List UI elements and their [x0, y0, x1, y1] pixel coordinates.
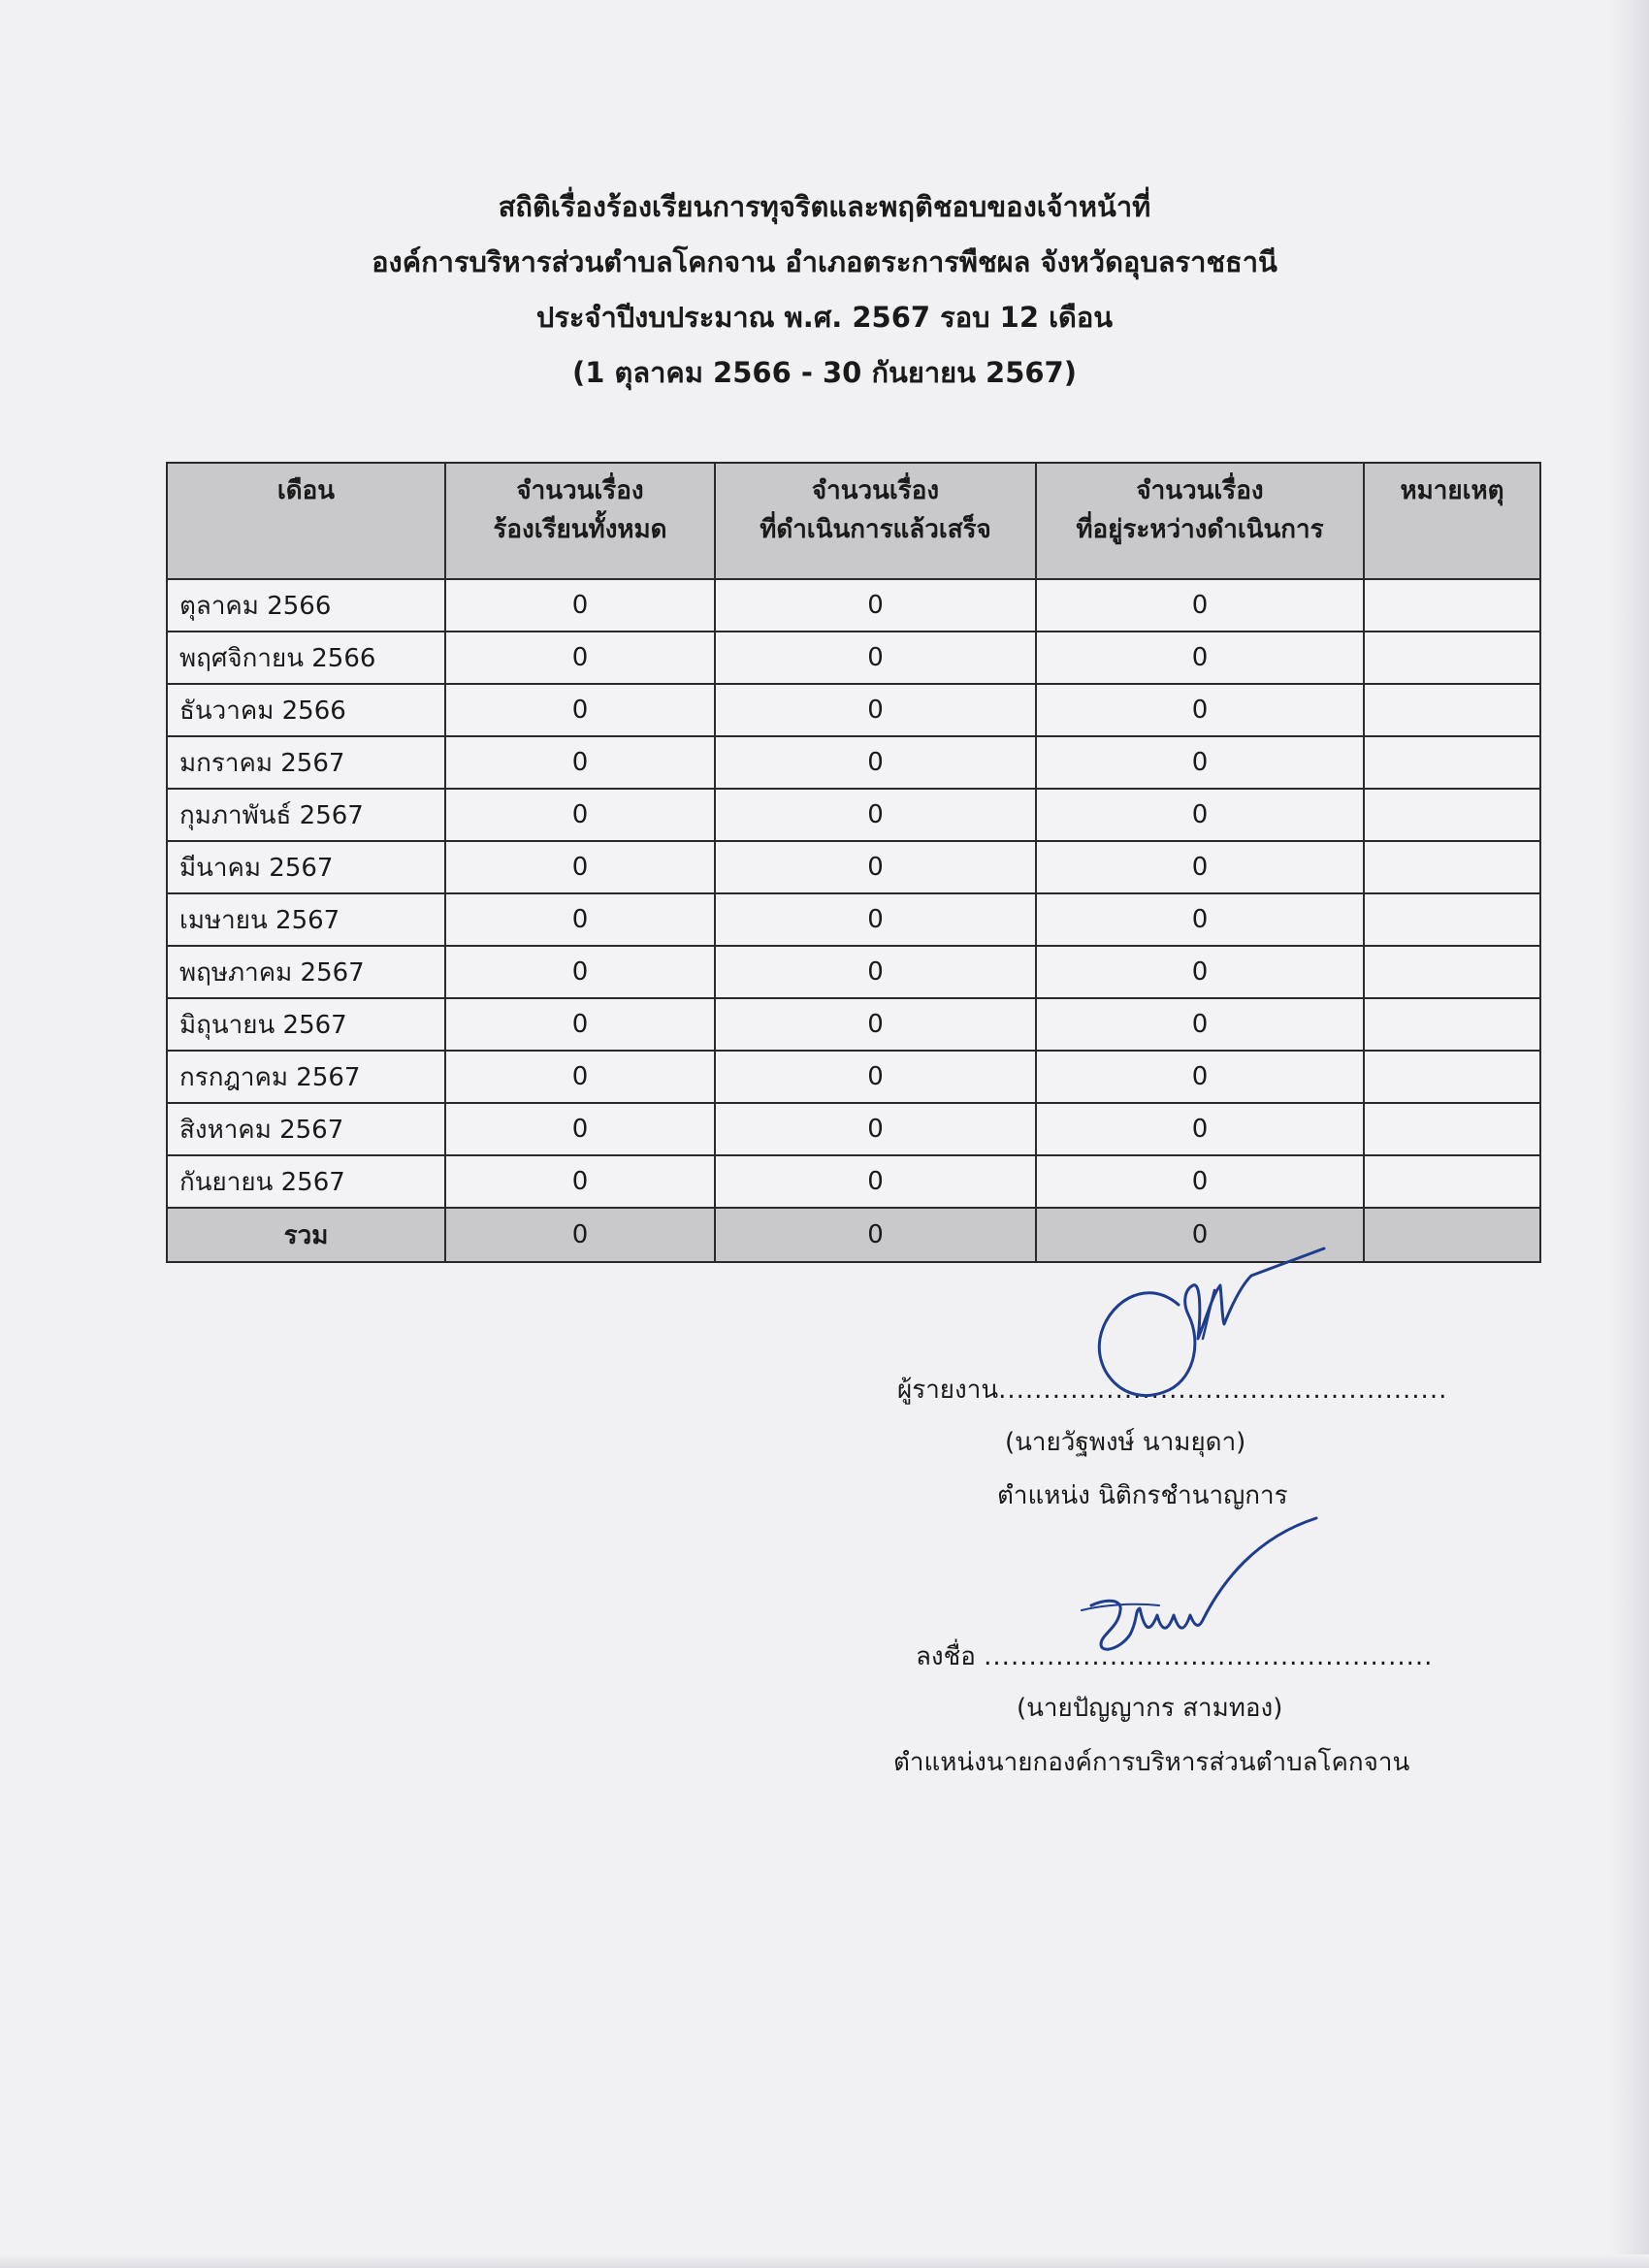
total-complaints-cell: 0 — [445, 789, 715, 841]
completed-cell: 0 — [715, 1103, 1036, 1155]
title-line-3: ประจำปีงบประมาณ พ.ศ. 2567 รอบ 12 เดือน — [535, 301, 1114, 334]
month-cell: กรกฎาคม 2567 — [167, 1051, 445, 1103]
total-complaints-cell: 0 — [445, 841, 715, 893]
total-complaints-cell: 0 — [445, 684, 715, 736]
document-title — [0, 179, 1649, 401]
signer-label: ลงชื่อ — [916, 1642, 976, 1671]
title-line-4: (1 ตุลาคม 2566 - 30 กันยายน 2567) — [572, 356, 1077, 389]
in-progress-cell: 0 — [1036, 789, 1364, 841]
total-complaints-cell: 0 — [445, 736, 715, 789]
completed-cell: 0 — [715, 1051, 1036, 1103]
table-row — [167, 1103, 1540, 1155]
in-progress-cell: 0 — [1036, 998, 1364, 1051]
header-completed-line1: จำนวนเรื่อง — [811, 476, 940, 505]
in-progress-cell: 0 — [1036, 1155, 1364, 1208]
in-progress-cell: 0 — [1036, 893, 1364, 946]
total-complaints-cell: 0 — [445, 1155, 715, 1208]
completed-cell: 0 — [715, 893, 1036, 946]
total-complaints-cell: 0 — [445, 579, 715, 632]
in-progress-cell: 0 — [1036, 632, 1364, 684]
header-remarks — [1364, 463, 1540, 579]
reporter-dots: .................................................. — [998, 1376, 1448, 1405]
completed-cell: 0 — [715, 736, 1036, 789]
reporter-label: ผู้รายงาน — [897, 1376, 999, 1405]
in-progress-cell: 0 — [1036, 736, 1364, 789]
table-body — [167, 579, 1540, 1208]
total-in-progress-sum: 0 — [1036, 1208, 1364, 1262]
table-row — [167, 736, 1540, 789]
month-cell: กุมภาพันธ์ 2567 — [167, 789, 445, 841]
reporter-handwritten-signature — [1086, 1247, 1339, 1416]
header-completed — [715, 463, 1036, 579]
month-cell: เมษายน 2567 — [167, 893, 445, 946]
table-row — [167, 841, 1540, 893]
completed-cell: 0 — [715, 946, 1036, 998]
total-complaints-sum: 0 — [445, 1208, 715, 1262]
reporter-position: ตำแหน่ง นิติกรชำนาญการ — [997, 1481, 1288, 1510]
completed-cell: 0 — [715, 998, 1036, 1051]
remarks-cell — [1364, 736, 1540, 789]
table-row — [167, 579, 1540, 632]
header-in-progress-line1: จำนวนเรื่อง — [1136, 476, 1264, 505]
remarks-cell — [1364, 684, 1540, 736]
header-total-complaints — [445, 463, 715, 579]
completed-cell: 0 — [715, 632, 1036, 684]
table-row — [167, 946, 1540, 998]
completed-cell: 0 — [715, 684, 1036, 736]
in-progress-cell: 0 — [1036, 841, 1364, 893]
table-row — [167, 632, 1540, 684]
header-total-line1: จำนวนเรื่อง — [516, 476, 644, 505]
remarks-cell — [1364, 632, 1540, 684]
title-line-2: องค์การบริหารส่วนตำบลโคกจาน อำเภอตระการพืชผล จังหวัดอุบลราชธานี — [372, 245, 1277, 278]
remarks-cell — [1364, 1155, 1540, 1208]
completed-cell: 0 — [715, 789, 1036, 841]
month-cell: สิงหาคม 2567 — [167, 1103, 445, 1155]
table-row — [167, 998, 1540, 1051]
header-month-text: เดือน — [276, 476, 336, 505]
remarks-cell — [1364, 841, 1540, 893]
in-progress-cell: 0 — [1036, 1103, 1364, 1155]
total-remarks — [1364, 1208, 1540, 1262]
remarks-cell — [1364, 998, 1540, 1051]
total-complaints-cell: 0 — [445, 1051, 715, 1103]
remarks-cell — [1364, 789, 1540, 841]
complaint-statistics-table — [166, 462, 1541, 1263]
month-cell: พฤษภาคม 2567 — [167, 946, 445, 998]
title-line-1: สถิติเรื่องร้องเรียนการทุจริตและพฤติชอบของเจ้าหน้าที่ — [498, 190, 1151, 223]
total-complaints-cell: 0 — [445, 1103, 715, 1155]
table-row — [167, 789, 1540, 841]
header-total-line2: ร้องเรียนทั้งหมด — [493, 515, 667, 544]
month-cell: มีนาคม 2567 — [167, 841, 445, 893]
remarks-cell — [1364, 946, 1540, 998]
in-progress-cell: 0 — [1036, 684, 1364, 736]
in-progress-cell: 0 — [1036, 946, 1364, 998]
header-in-progress-line2: ที่อยู่ระหว่างดำเนินการ — [1076, 515, 1324, 544]
in-progress-cell: 0 — [1036, 1051, 1364, 1103]
total-completed-sum: 0 — [715, 1208, 1036, 1262]
signer-handwritten-signature — [1062, 1513, 1324, 1669]
table-row — [167, 1051, 1540, 1103]
month-cell: กันยายน 2567 — [167, 1155, 445, 1208]
in-progress-cell: 0 — [1036, 579, 1364, 632]
remarks-cell — [1364, 1051, 1540, 1103]
table-header-row — [167, 463, 1540, 579]
remarks-cell — [1364, 1103, 1540, 1155]
completed-cell: 0 — [715, 579, 1036, 632]
completed-cell: 0 — [715, 841, 1036, 893]
table-row — [167, 1155, 1540, 1208]
total-complaints-cell: 0 — [445, 632, 715, 684]
remarks-cell — [1364, 579, 1540, 632]
total-complaints-cell: 0 — [445, 998, 715, 1051]
table-row — [167, 684, 1540, 736]
month-cell: พฤศจิกายน 2566 — [167, 632, 445, 684]
reporter-name: (นายวัฐพงษ์ นามยุดา) — [1005, 1428, 1246, 1457]
signer-dots: .................................................. — [984, 1642, 1434, 1671]
total-complaints-cell: 0 — [445, 893, 715, 946]
signer-position: ตำแหน่งนายกองค์การบริหารส่วนตำบลโคกจาน — [893, 1748, 1410, 1777]
header-remarks-text: หมายเหตุ — [1400, 476, 1504, 505]
completed-cell: 0 — [715, 1155, 1036, 1208]
month-cell: ตุลาคม 2566 — [167, 579, 445, 632]
header-completed-line2: ที่ดำเนินการแล้วเสร็จ — [760, 515, 991, 544]
header-month — [167, 463, 445, 579]
paper-bottom-shadow — [0, 2254, 1649, 2268]
header-in-progress — [1036, 463, 1364, 579]
month-cell: ธันวาคม 2566 — [167, 684, 445, 736]
table-row — [167, 893, 1540, 946]
month-cell: มกราคม 2567 — [167, 736, 445, 789]
remarks-cell — [1364, 893, 1540, 946]
total-complaints-cell: 0 — [445, 946, 715, 998]
total-label: รวม — [167, 1208, 445, 1262]
month-cell: มิถุนายน 2567 — [167, 998, 445, 1051]
signer-name: (นายปัญญากร สามทอง) — [1017, 1694, 1283, 1723]
